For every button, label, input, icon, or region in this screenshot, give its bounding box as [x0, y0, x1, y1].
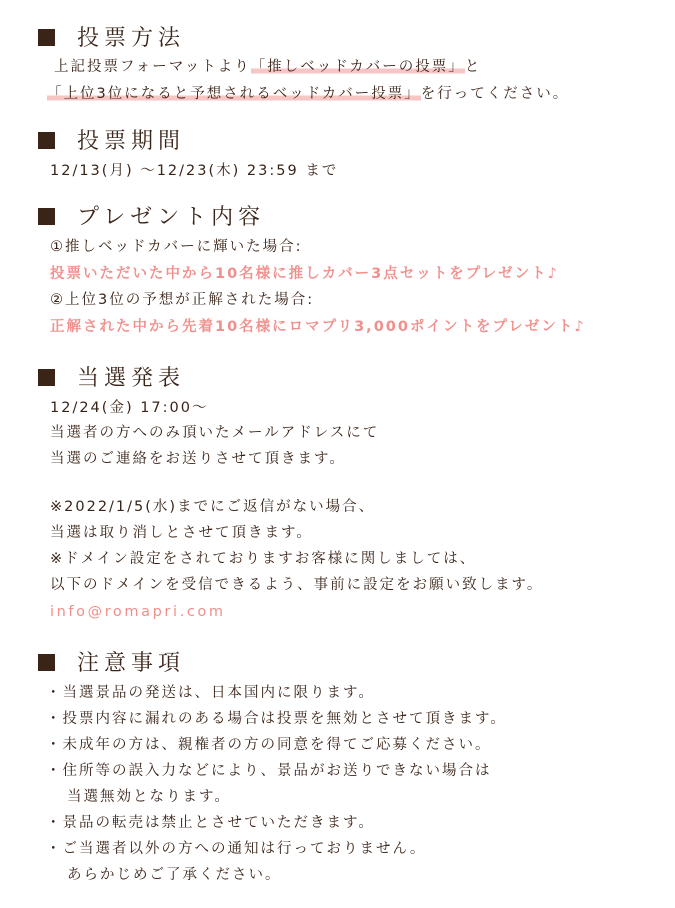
heading-text: 注意事項: [77, 651, 186, 676]
highlight-vote-top3: 「上位3位になると予想されるベッドカバー投票」: [47, 86, 421, 102]
announce-line: 当選者の方へのみ頂いたメールアドレスにて: [50, 425, 380, 441]
announce-line: ※ドメイン設定をされておりますお客様に関しましては、: [50, 551, 477, 567]
note-item-continued: あらかじめご了承ください。: [67, 867, 282, 883]
note-item: ・未成年の方は、親権者の方の同意を得てご応募ください。: [46, 737, 492, 753]
method-text: 上記投票フォーマットより: [54, 59, 251, 75]
announce-line: 当選は取り消しとさせて頂きます。: [50, 525, 313, 541]
square-bullet-icon: [38, 369, 55, 386]
highlight-vote-favorite: 「推しベッドカバーの投票」: [250, 59, 465, 75]
announce-line: 以下のドメインを受信できるよう、事前に設定をお願い致します。: [50, 577, 544, 593]
heading-text: 投票方法: [77, 26, 186, 51]
square-bullet-icon: [38, 132, 55, 149]
announce-line: ※2022/1/5(水)までにご返信がない場合、: [50, 499, 376, 515]
heading-text: 当選発表: [77, 366, 186, 391]
present-item1-prize: 投票いただいた中から10名様に推しカバー3点セットをプレゼント♪: [50, 266, 559, 282]
note-item: ・住所等の誤入力などにより、景品がお送りできない場合は: [46, 763, 492, 779]
note-item: ・景品の転売は禁止とさせていただきます。: [46, 815, 375, 831]
heading-vote-period: [38, 127, 185, 157]
heading-present: [38, 203, 265, 233]
method-line-1: [54, 56, 481, 78]
heading-vote-method: [38, 24, 185, 54]
heading-notes: [38, 649, 185, 679]
method-text: を行ってください。: [420, 86, 570, 102]
announce-line: 12/24(金) 17:00〜: [50, 400, 209, 416]
period-text: 12/13(月) 〜12/23(木) 23:59 まで: [50, 163, 339, 179]
method-text: と: [464, 59, 482, 75]
heading-announcement: [38, 364, 185, 394]
present-item2-prize: 正解された中から先着10名様にロマプリ3,000ポイントをプレゼント♪: [50, 319, 586, 335]
present-item1-label: ①推しベッドカバーに輝いた場合:: [50, 239, 303, 255]
note-item: ・ご当選者以外の方への通知は行っておりません。: [46, 841, 427, 857]
email-link[interactable]: info@romapri.com: [50, 604, 226, 620]
present-item2-label: ②上位3位の予想が正解された場合:: [50, 292, 315, 308]
square-bullet-icon: [38, 654, 55, 671]
note-item-continued: 当選無効となります。: [67, 789, 231, 805]
heading-text: プレゼント内容: [77, 205, 266, 230]
method-line-2: [47, 83, 569, 105]
note-item: ・投票内容に漏れのある場合は投票を無効とさせて頂きます。: [46, 711, 507, 727]
square-bullet-icon: [38, 29, 55, 46]
heading-text: 投票期間: [77, 129, 186, 154]
square-bullet-icon: [38, 208, 55, 225]
note-item: ・当選景品の発送は、日本国内に限ります。: [46, 685, 375, 701]
announce-line: 当選のご連絡をお送りさせて頂きます。: [50, 451, 346, 467]
